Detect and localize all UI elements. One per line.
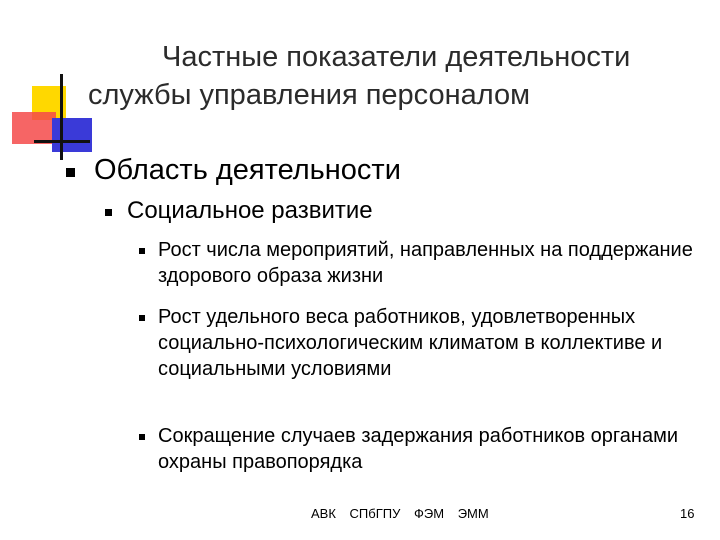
bullet-square-icon — [139, 315, 145, 321]
bullet-level-3-item: Рост числа мероприятий, направленных на поддержание здорового образа жизни — [158, 239, 693, 287]
bullet-level-1: Область деятельности — [94, 154, 401, 186]
bullet-level-3-item: Сокращение случаев задержания работников органами охраны правопорядка — [158, 425, 678, 473]
logo-vertical-line — [60, 74, 63, 160]
page-number: 16 — [680, 506, 695, 521]
footer-part: СПбГПУ — [349, 506, 401, 521]
bullet-square-icon — [139, 434, 145, 440]
slide-title-line-1: Частные показатели деятельности — [162, 41, 631, 73]
footer-part: ФЭМ — [414, 506, 445, 521]
logo-horizontal-line — [34, 140, 90, 143]
footer-part: АВК — [311, 506, 336, 521]
bullet-square-icon — [105, 209, 112, 216]
footer-part: ЭММ — [457, 506, 489, 521]
logo-blue-square — [52, 118, 92, 152]
slide-title-line-2: службы управления персоналом — [88, 79, 531, 111]
slide-footer — [311, 506, 499, 522]
bullet-level-3-item: Рост удельного веса работников, удовлетворенных социально-психологическим климатом в коллективе и социальными условиями — [158, 306, 663, 380]
slide-title — [88, 38, 708, 114]
bullet-square-icon — [66, 168, 75, 177]
bullet-level-2: Социальное развитие — [127, 197, 373, 224]
bullet-square-icon — [139, 248, 145, 254]
